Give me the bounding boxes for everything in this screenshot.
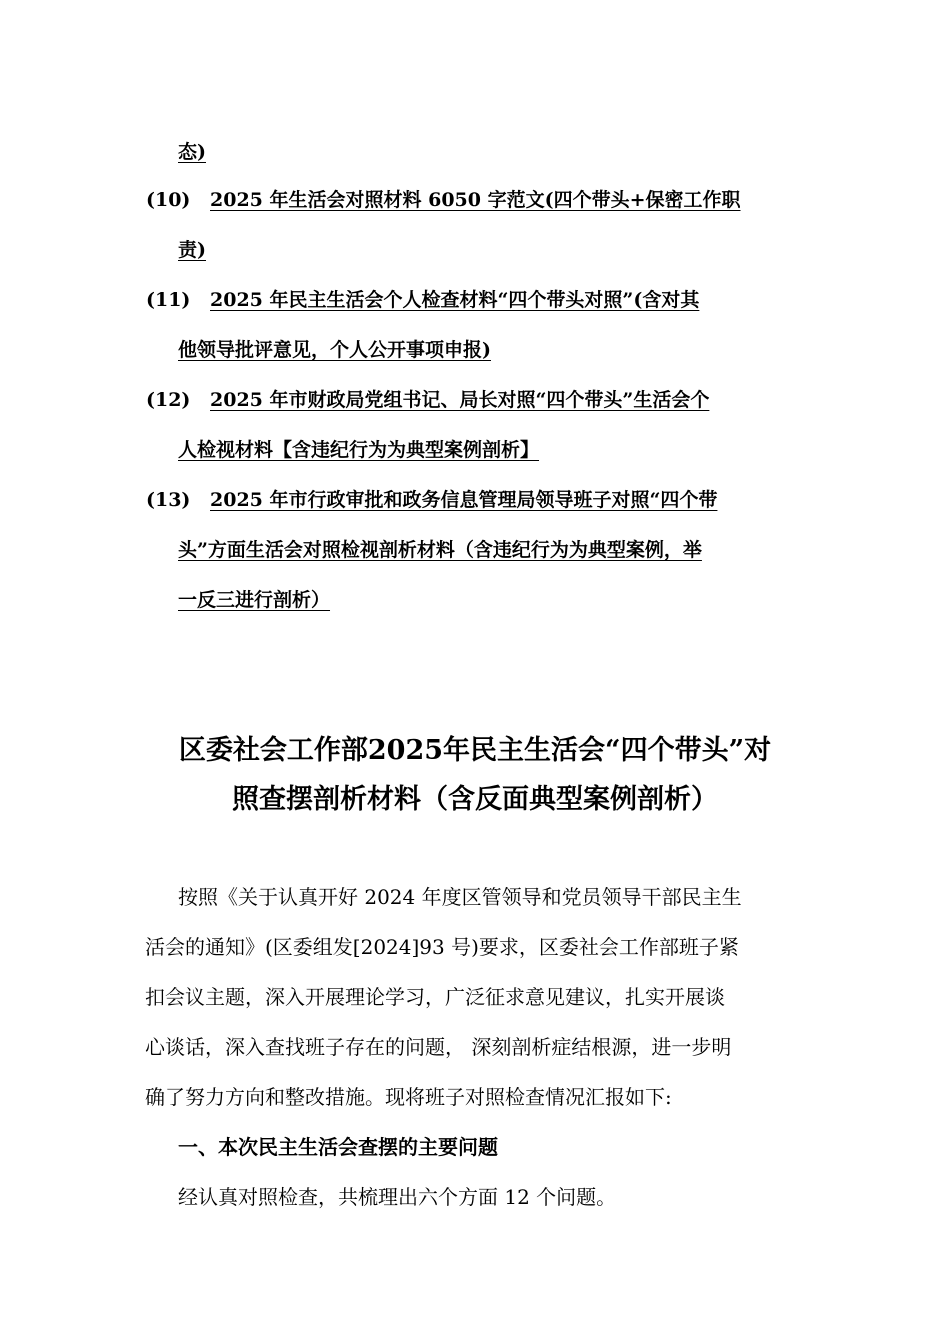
toc-item-10-number: (10) [146, 189, 191, 211]
body-paragraph-line2: 活会的通知》(区委组发[2024]93 号)要求，区委社会工作部班子紧 [145, 935, 739, 959]
toc-item-10-link-cont[interactable]: 责) [178, 239, 206, 261]
body-paragraph-line5: 确了努力方向和整改措施。现将班子对照检查情况汇报如下: [145, 1085, 672, 1109]
toc-item-13-link[interactable]: 2025 年市行政审批和政务信息管理局领导班子对照“四个带 [210, 489, 718, 511]
toc-item-12-link-cont[interactable]: 人检视材料【含违纪行为为典型案例剖析】 [178, 439, 540, 461]
toc-item-12-number: (12) [146, 389, 191, 411]
toc-item-9-continuation[interactable]: 态) [178, 141, 206, 163]
toc-item-11-link-cont[interactable]: 他领导批评意见，个人公开事项申报) [178, 339, 491, 361]
toc-item-12-link[interactable]: 2025 年市财政局党组书记、局长对照“四个带头”生活会个 [210, 389, 710, 411]
body-paragraph-line4: 心谈话，深入查找班子存在的问题， 深刻剖析症结根源，进一步明 [145, 1035, 732, 1059]
toc-item-13-link-cont2[interactable]: 一反三进行剖析） [178, 589, 331, 611]
toc-item-11-number: (11) [146, 289, 191, 311]
toc-item-13-link-cont[interactable]: 头”方面生活会对照检视剖析材料（含违纪行为为典型案例，举 [178, 539, 702, 561]
document-title-line1: 区委社会工作部2025年民主生活会“四个带头”对 [178, 735, 772, 766]
toc-item-13-number: (13) [146, 489, 191, 511]
section-heading: 一、本次民主生活会查摆的主要问题 [178, 1135, 498, 1159]
body-paragraph-line1: 按照《关于认真开好 2024 年度区管领导和党员领导干部民主生 [178, 885, 742, 909]
section-paragraph: 经认真对照检查，共梳理出六个方面 12 个问题。 [178, 1185, 617, 1209]
body-paragraph-line3: 扣会议主题，深入开展理论学习，广泛征求意见建议，扎实开展谈 [145, 985, 725, 1009]
document-title-line2: 照查摆剖析材料（含反面典型案例剖析） [232, 784, 718, 815]
toc-item-10-link[interactable]: 2025 年生活会对照材料 6050 字范文(四个带头+保密工作职 [210, 189, 741, 211]
toc-item-11-link[interactable]: 2025 年民主生活会个人检查材料“四个带头对照”(含对其 [210, 289, 700, 311]
